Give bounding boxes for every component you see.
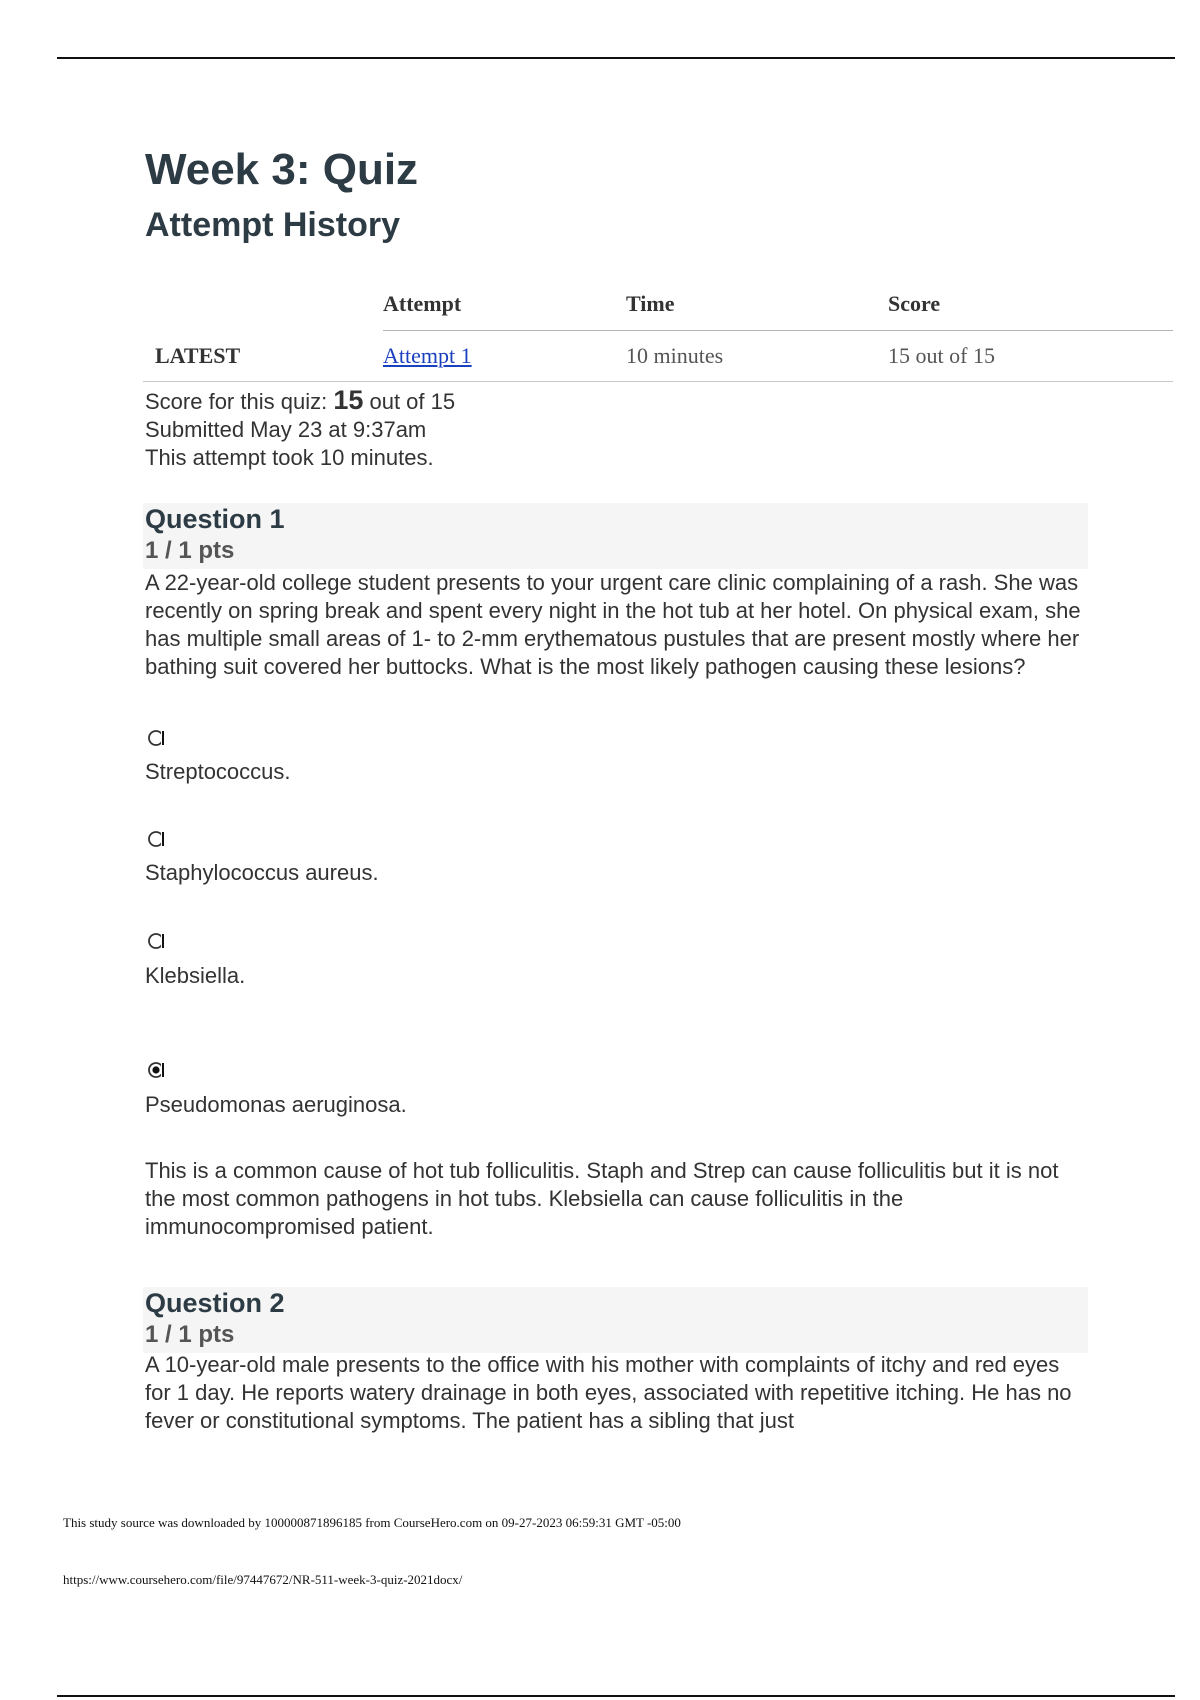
- row-score: 15 out of 15: [888, 331, 1173, 382]
- attempt-history-heading: Attempt History: [145, 206, 401, 244]
- attempt-1-link[interactable]: Attempt 1: [383, 343, 472, 368]
- row-time: 10 minutes: [626, 331, 888, 382]
- row-label: LATEST: [143, 331, 383, 382]
- answer-option-2[interactable]: Staphylococcus aureus.: [145, 860, 379, 885]
- top-rule: [57, 57, 1175, 59]
- header-attempt: Attempt: [383, 278, 626, 331]
- question-1-points: 1 / 1 pts: [145, 537, 235, 564]
- duration-line: This attempt took 10 minutes.: [145, 445, 434, 470]
- quiz-summary: [145, 386, 455, 472]
- question-1-title: Question 1: [145, 504, 285, 534]
- radio-unselected-icon[interactable]: [147, 829, 167, 849]
- quiz-title: Week 3: Quiz: [145, 145, 419, 194]
- bottom-rule: [57, 1695, 1175, 1697]
- submitted-line: Submitted May 23 at 9:37am: [145, 417, 427, 442]
- score-value: 15: [333, 385, 364, 415]
- table-header-row: [143, 278, 1173, 331]
- radio-unselected-icon[interactable]: [147, 931, 167, 951]
- answer-option-4[interactable]: Pseudomonas aeruginosa.: [145, 1092, 407, 1117]
- question-2-title: Question 2: [145, 1288, 285, 1318]
- question-1-header: [143, 503, 1088, 569]
- score-prefix: Score for this quiz:: [145, 389, 334, 414]
- page-header: [145, 140, 1095, 250]
- source-footer: This study source was downloaded by 100000871896185 from CourseHero.com on 09-27-2023 06:59:31 GMT -05:00: [63, 1515, 681, 1530]
- header-label: [143, 278, 383, 331]
- radio-unselected-icon[interactable]: [147, 728, 167, 748]
- question-1-text: A 22-year-old college student presents to your urgent care clinic complaining of a rash. She was recently on spring break and spent every night in the hot tub at her hotel. On physical exam, she has multiple small areas of 1- to 2-mm erythematous pustules that are present mostly where her bathing suit covered her buttocks. What is the most likely pathogen causing these lesions?: [145, 570, 1081, 679]
- question-2-text: A 10-year-old male presents to the office with his mother with complaints of itchy and red eyes for 1 day. He reports watery drainage in both eyes, associated with repetitive itching. He has no fever or constitutional symptoms. The patient has a sibling that just: [145, 1352, 1072, 1433]
- score-line: [145, 386, 455, 416]
- header-score: Score: [888, 278, 1173, 331]
- attempt-history-table: [143, 278, 1173, 382]
- answer-option-3[interactable]: Klebsiella.: [145, 963, 246, 988]
- question-1-explanation: This is a common cause of hot tub folliculitis. Staph and Strep can cause folliculitis but it is not the most common pathogens in hot tubs. Klebsiella can cause folliculitis in the immunocompromised patient.: [145, 1158, 1059, 1239]
- score-suffix: out of 15: [363, 389, 456, 414]
- table-row: [143, 331, 1173, 382]
- header-time: Time: [626, 278, 888, 331]
- question-2-points: 1 / 1 pts: [145, 1321, 235, 1348]
- row-attempt: [383, 331, 626, 382]
- url-footer: https://www.coursehero.com/file/97447672/NR-511-week-3-quiz-2021docx/: [63, 1572, 463, 1587]
- question-2-header: [143, 1287, 1088, 1353]
- radio-selected-icon[interactable]: [147, 1060, 167, 1080]
- answer-option-1[interactable]: Streptococcus.: [145, 759, 291, 784]
